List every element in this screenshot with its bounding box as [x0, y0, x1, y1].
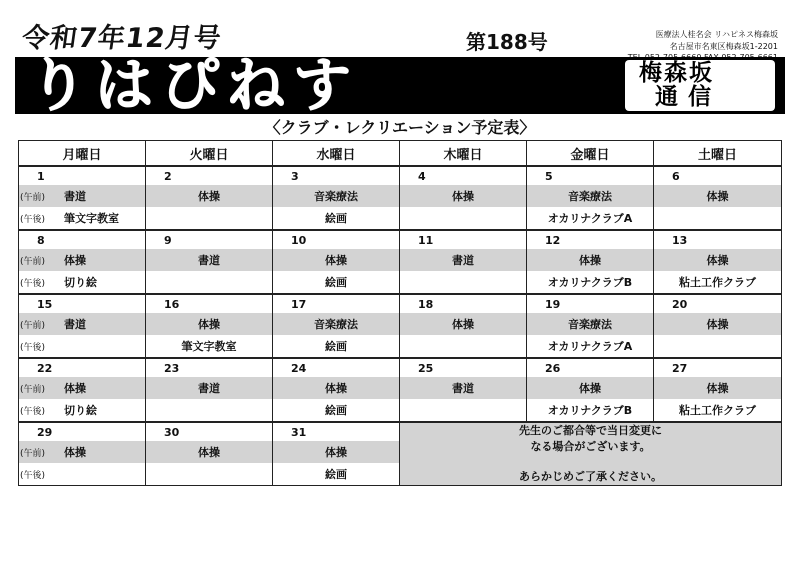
afternoon-activity-cell: [654, 207, 782, 230]
day-date-cell: [19, 166, 146, 185]
afternoon-activity-cell: [527, 271, 654, 294]
weekday-header: 金曜日: [527, 141, 654, 167]
afternoon-activity: 絵画: [325, 404, 347, 417]
week-date-row: [19, 358, 782, 377]
afternoon-label: (午後): [20, 470, 46, 481]
note-line: あらかじめご了承ください。: [519, 470, 662, 483]
day-number: 13: [672, 233, 688, 247]
morning-activity-cell: [527, 249, 654, 271]
morning-activity-cell: [19, 441, 146, 463]
organization-name: 医療法人桂名会 リハピネス梅森坂: [655, 30, 778, 39]
afternoon-activity-cell: [273, 207, 400, 230]
day-number: 1: [37, 169, 45, 183]
morning-activity: 書道: [198, 254, 220, 267]
morning-activity-cell: [146, 441, 273, 463]
week-date-row: [19, 422, 782, 441]
schedule-note: [400, 422, 782, 486]
day-date-cell: [400, 166, 527, 185]
week-date-row: [19, 294, 782, 313]
day-date-cell: [654, 166, 782, 185]
afternoon-activity: 筆文字教室: [181, 340, 237, 353]
note-line: なる場合がございます。: [530, 440, 651, 453]
morning-activity-cell: [146, 249, 273, 271]
week-date-row: [19, 166, 782, 185]
day-number: 24: [291, 361, 307, 375]
morning-activity-cell: [146, 377, 273, 399]
afternoon-activity: 筆文字教室: [64, 212, 119, 225]
day-number: 22: [37, 361, 53, 375]
title-banner: [15, 51, 785, 119]
afternoon-activity: 絵画: [325, 468, 347, 481]
day-number: 4: [418, 169, 426, 183]
day-date-cell: [19, 294, 146, 313]
afternoon-activity-cell: [400, 207, 527, 230]
day-date-cell: [400, 230, 527, 249]
week-date-row: [19, 230, 782, 249]
day-date-cell: [527, 230, 654, 249]
afternoon-activity-cell: [400, 335, 527, 358]
afternoon-activity-cell: [146, 399, 273, 422]
day-number: 12: [545, 233, 561, 247]
banner-sub-line1: 梅森坂: [639, 60, 714, 86]
issue-date: 令和7年12月号: [19, 23, 224, 54]
morning-activity: 体操: [452, 318, 474, 331]
morning-activity-cell: [273, 441, 400, 463]
morning-activity: 体操: [325, 382, 347, 395]
afternoon-activity-cell: [19, 271, 146, 294]
afternoon-activity-cell: [19, 335, 146, 358]
afternoon-activity-cell: [19, 463, 146, 486]
day-date-cell: [654, 358, 782, 377]
morning-activity-cell: [527, 185, 654, 207]
afternoon-activity-cell: [400, 271, 527, 294]
organization-address: 名古屋市名東区梅森坂1-2201: [669, 41, 778, 51]
morning-activity: 体操: [579, 382, 601, 395]
afternoon-label: (午後): [20, 279, 46, 289]
morning-activity: 体操: [579, 254, 601, 267]
afternoon-label: (午後): [20, 407, 46, 417]
day-number: 19: [545, 297, 561, 311]
day-number: 17: [291, 297, 307, 311]
morning-activity-cell: [146, 185, 273, 207]
afternoon-activity: オカリナクラブA: [547, 212, 633, 225]
weekday-header: 水曜日: [273, 141, 400, 167]
afternoon-activity-cell: [527, 335, 654, 358]
morning-activity-cell: [19, 249, 146, 271]
day-date-cell: [273, 358, 400, 377]
morning-activity-cell: [19, 313, 146, 335]
morning-activity-cell: [654, 249, 782, 271]
day-date-cell: [146, 166, 273, 185]
week-afternoon-row: [19, 271, 782, 294]
day-number: 25: [418, 361, 434, 375]
day-date-cell: [19, 422, 146, 441]
morning-activity: 音楽療法: [314, 190, 358, 203]
morning-activity: 体操: [64, 446, 86, 459]
afternoon-activity-cell: [273, 463, 400, 486]
day-number: 27: [672, 361, 688, 375]
day-date-cell: [273, 166, 400, 185]
day-number: 15: [37, 297, 53, 311]
morning-activity: 書道: [64, 318, 86, 331]
afternoon-label: (午後): [20, 342, 46, 353]
morning-activity-cell: [527, 313, 654, 335]
day-date-cell: [273, 294, 400, 313]
morning-activity-cell: [273, 249, 400, 271]
day-date-cell: [19, 230, 146, 249]
morning-activity: 書道: [64, 190, 86, 203]
morning-label: (午前): [20, 257, 46, 267]
morning-label: (午前): [20, 385, 46, 395]
afternoon-activity-cell: [654, 335, 782, 358]
afternoon-activity-cell: [400, 399, 527, 422]
day-number: 18: [418, 297, 434, 311]
afternoon-activity: オカリナクラブB: [547, 404, 633, 417]
week-afternoon-row: [19, 207, 782, 230]
morning-label: (午前): [20, 193, 46, 203]
afternoon-activity: 絵画: [325, 212, 347, 225]
morning-activity-cell: [19, 377, 146, 399]
afternoon-label: (午後): [20, 215, 46, 225]
day-number: 3: [291, 169, 299, 183]
week-morning-row: [19, 313, 782, 335]
afternoon-activity-cell: [146, 271, 273, 294]
day-number: 23: [164, 361, 180, 375]
week-morning-row: [19, 377, 782, 399]
week-morning-row: [19, 185, 782, 207]
morning-activity: 体操: [64, 382, 86, 395]
day-date-cell: [273, 422, 400, 441]
day-date-cell: [400, 358, 527, 377]
day-date-cell: [527, 166, 654, 185]
morning-activity-cell: [400, 249, 527, 271]
afternoon-activity: 粘土工作クラブ: [679, 404, 756, 417]
week-morning-row: [19, 249, 782, 271]
day-date-cell: [146, 422, 273, 441]
morning-activity: 体操: [325, 446, 347, 459]
day-date-cell: [146, 294, 273, 313]
morning-activity-cell: [400, 313, 527, 335]
morning-activity-cell: [146, 313, 273, 335]
afternoon-activity: オカリナクラブA: [547, 340, 633, 353]
afternoon-activity: 絵画: [325, 340, 347, 353]
day-date-cell: [273, 230, 400, 249]
afternoon-activity-cell: [654, 271, 782, 294]
afternoon-activity-cell: [527, 399, 654, 422]
day-number: 16: [164, 297, 180, 311]
weekday-header: 月曜日: [19, 141, 146, 167]
afternoon-activity: オカリナクラブB: [547, 276, 633, 289]
afternoon-activity: 切り絵: [64, 276, 97, 289]
morning-activity: 体操: [64, 254, 86, 267]
day-date-cell: [527, 294, 654, 313]
day-number: 26: [545, 361, 561, 375]
morning-activity-cell: [400, 377, 527, 399]
day-number: 29: [37, 425, 53, 439]
afternoon-activity-cell: [654, 399, 782, 422]
day-number: 9: [164, 233, 172, 247]
afternoon-activity-cell: [146, 207, 273, 230]
afternoon-activity: 絵画: [325, 276, 347, 289]
banner-sub-line2: 通信: [655, 84, 721, 110]
morning-activity-cell: [273, 377, 400, 399]
morning-label: (午前): [20, 449, 46, 459]
morning-activity: 書道: [198, 382, 220, 395]
morning-activity-cell: [527, 377, 654, 399]
day-date-cell: [400, 294, 527, 313]
morning-activity: 体操: [706, 190, 729, 203]
banner-sub-box: [625, 60, 775, 111]
morning-activity: 書道: [452, 382, 474, 395]
day-date-cell: [146, 230, 273, 249]
morning-activity: 体操: [198, 318, 220, 331]
morning-activity-cell: [654, 185, 782, 207]
afternoon-activity-cell: [146, 463, 273, 486]
morning-activity: 体操: [452, 190, 474, 203]
day-number: 10: [291, 233, 307, 247]
day-date-cell: [654, 230, 782, 249]
day-number: 31: [291, 425, 307, 439]
afternoon-activity-cell: [273, 271, 400, 294]
afternoon-activity-cell: [146, 335, 273, 358]
morning-activity: 体操: [706, 382, 729, 395]
week-afternoon-row: [19, 335, 782, 358]
morning-activity: 体操: [198, 446, 220, 459]
note-line: 先生のご都合等で当日変更に: [519, 424, 662, 437]
morning-activity: 体操: [325, 254, 347, 267]
morning-activity-cell: [654, 377, 782, 399]
banner-title: りはぴねす: [29, 51, 360, 119]
morning-activity-cell: [654, 313, 782, 335]
afternoon-activity: 粘土工作クラブ: [679, 276, 756, 289]
morning-label: (午前): [20, 321, 46, 331]
schedule-subtitle: 〈クラブ・レクリエーション予定表〉: [264, 118, 536, 137]
afternoon-activity: 切り絵: [64, 404, 97, 417]
morning-activity: 体操: [198, 190, 220, 203]
afternoon-activity-cell: [19, 399, 146, 422]
afternoon-activity-cell: [273, 399, 400, 422]
morning-activity-cell: [19, 185, 146, 207]
day-number: 6: [672, 169, 680, 183]
day-number: 11: [418, 233, 434, 247]
day-number: 30: [164, 425, 180, 439]
morning-activity-cell: [273, 185, 400, 207]
day-date-cell: [19, 358, 146, 377]
issue-number: 第188号: [466, 30, 548, 54]
day-date-cell: [654, 294, 782, 313]
morning-activity: 体操: [706, 318, 729, 331]
day-date-cell: [527, 358, 654, 377]
day-number: 5: [545, 169, 553, 183]
afternoon-activity-cell: [527, 207, 654, 230]
morning-activity: 音楽療法: [568, 190, 612, 203]
morning-activity-cell: [400, 185, 527, 207]
day-number: 20: [672, 297, 688, 311]
morning-activity-cell: [273, 313, 400, 335]
afternoon-activity-cell: [273, 335, 400, 358]
weekday-header: 木曜日: [400, 141, 527, 167]
weekday-header: 火曜日: [146, 141, 273, 167]
morning-activity: 音楽療法: [568, 318, 612, 331]
morning-activity: 音楽療法: [314, 318, 358, 331]
day-number: 2: [164, 169, 172, 183]
weekday-header: 土曜日: [654, 141, 782, 167]
morning-activity: 書道: [452, 254, 474, 267]
schedule-calendar: [18, 140, 782, 486]
day-number: 8: [37, 233, 45, 247]
weekday-header-row: [19, 141, 782, 167]
day-date-cell: [146, 358, 273, 377]
week-afternoon-row: [19, 399, 782, 422]
afternoon-activity-cell: [19, 207, 146, 230]
morning-activity: 体操: [706, 254, 729, 267]
